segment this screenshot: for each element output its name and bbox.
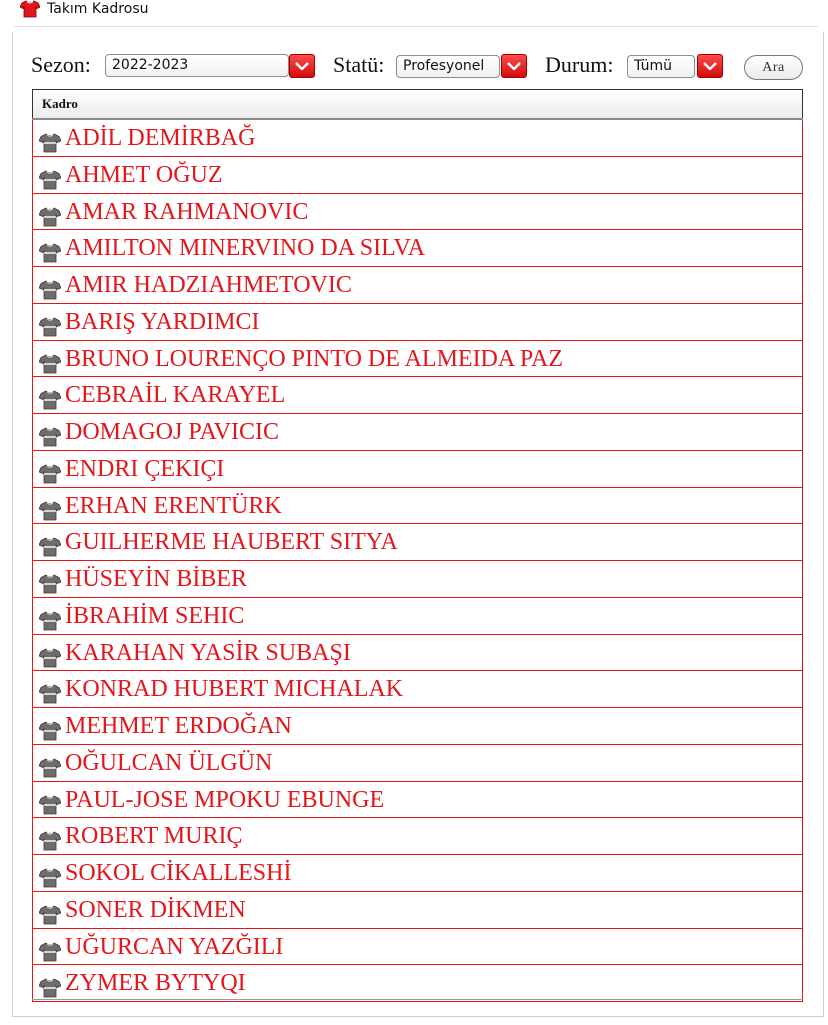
jersey-icon <box>39 317 61 337</box>
player-name-link[interactable]: DOMAGOJ PAVICIC <box>65 419 280 445</box>
player-name-link[interactable]: AMIR HADZIAHMETOVIC <box>65 272 352 298</box>
table-row[interactable] <box>32 745 803 782</box>
jersey-icon <box>39 648 61 668</box>
jersey-icon <box>39 795 61 815</box>
player-name-link[interactable]: İBRAHİM SEHIC <box>65 602 245 629</box>
player-name-link[interactable]: KARAHAN YASİR SUBAŞI <box>65 639 351 666</box>
jersey-icon <box>39 574 61 594</box>
player-name-link[interactable]: SOKOL CİKALLESHİ <box>65 860 292 886</box>
player-name-link[interactable]: SONER DİKMEN <box>65 896 246 923</box>
jersey-icon <box>39 243 61 263</box>
state-label: Durum: <box>545 52 614 77</box>
header-divider <box>14 26 818 27</box>
jersey-icon <box>39 170 61 190</box>
jersey-icon <box>39 501 61 521</box>
jersey-icon <box>39 978 61 998</box>
jersey-icon <box>39 537 61 557</box>
player-name-link[interactable]: HÜSEYİN BİBER <box>65 566 248 592</box>
table-row[interactable] <box>32 157 803 194</box>
table-row[interactable] <box>32 451 803 488</box>
table-row[interactable] <box>32 929 803 966</box>
jersey-icon <box>39 390 61 410</box>
list-bottom-divider <box>32 999 803 1000</box>
season-select[interactable]: 2022-2023 <box>105 54 289 77</box>
player-name-link[interactable]: MEHMET ERDOĞAN <box>65 713 292 739</box>
player-name-link[interactable]: KONRAD HUBERT MICHALAK <box>65 676 404 703</box>
table-row[interactable] <box>32 598 803 635</box>
jersey-icon <box>20 0 40 18</box>
chevron-down-icon <box>295 62 309 70</box>
search-button[interactable]: Ara <box>744 55 803 80</box>
table-row[interactable] <box>32 194 803 231</box>
jersey-icon <box>39 611 61 631</box>
jersey-icon <box>39 280 61 300</box>
table-row[interactable] <box>32 267 803 304</box>
season-dropdown-button[interactable] <box>289 54 315 78</box>
player-name-link[interactable]: ZYMER BYTYQI <box>65 970 246 997</box>
status-dropdown-button[interactable] <box>501 54 527 78</box>
player-name-link[interactable]: ROBERT MURIÇ <box>65 823 243 850</box>
player-name-link[interactable]: ERHAN ERENTÜRK <box>65 492 282 519</box>
state-dropdown-button[interactable] <box>697 54 723 78</box>
jersey-icon <box>39 721 61 741</box>
table-row[interactable] <box>32 377 803 414</box>
player-name-link[interactable]: ADİL DEMİRBAĞ <box>65 125 256 151</box>
table-row[interactable] <box>32 561 803 598</box>
table-row[interactable] <box>32 230 803 267</box>
table-row[interactable] <box>32 671 803 708</box>
jersey-icon <box>39 831 61 851</box>
jersey-icon <box>39 464 61 484</box>
jersey-icon <box>39 684 61 704</box>
jersey-icon <box>39 758 61 778</box>
roster-table-header <box>32 89 803 119</box>
player-name-link[interactable]: CEBRAİL KARAYEL <box>65 382 286 409</box>
table-row[interactable] <box>32 341 803 378</box>
table-row[interactable] <box>32 524 803 561</box>
roster-column-header: Kadro <box>42 96 78 111</box>
player-name-link[interactable]: ENDRI ÇEKIÇI <box>65 455 225 482</box>
jersey-icon <box>39 868 61 888</box>
player-name-link[interactable]: AMAR RAHMANOVIC <box>65 198 309 225</box>
player-name-link[interactable]: OĞULCAN ÜLGÜN <box>65 749 273 776</box>
player-name-link[interactable]: AHMET OĞUZ <box>65 161 223 188</box>
jersey-icon <box>39 427 61 447</box>
jersey-icon <box>39 942 61 962</box>
chevron-down-icon <box>703 62 717 70</box>
roster-list <box>32 120 803 1002</box>
status-select[interactable]: Profesyonel <box>396 55 500 78</box>
player-name-link[interactable]: AMILTON MINERVINO DA SILVA <box>65 235 426 262</box>
table-row[interactable] <box>32 818 803 855</box>
table-row[interactable] <box>32 120 803 157</box>
jersey-icon <box>39 207 61 227</box>
status-label: Statü: <box>333 52 385 77</box>
jersey-icon <box>39 905 61 925</box>
table-row[interactable] <box>32 855 803 892</box>
state-select[interactable]: Tümü <box>627 55 695 78</box>
page-title: Takım Kadrosu <box>47 1 149 17</box>
table-row[interactable] <box>32 782 803 819</box>
chevron-down-icon <box>507 62 521 70</box>
season-label: Sezon: <box>31 52 91 77</box>
table-row[interactable] <box>32 488 803 525</box>
table-row[interactable] <box>32 965 803 1002</box>
player-name-link[interactable]: UĞURCAN YAZĞILI <box>65 933 284 960</box>
table-row[interactable] <box>32 635 803 672</box>
table-row[interactable] <box>32 304 803 341</box>
jersey-icon <box>39 133 61 153</box>
table-row[interactable] <box>32 414 803 451</box>
table-row[interactable] <box>32 708 803 745</box>
player-name-link[interactable]: GUILHERME HAUBERT SITYA <box>65 529 398 556</box>
table-row[interactable] <box>32 892 803 929</box>
page-header <box>0 0 828 30</box>
jersey-icon <box>39 354 61 374</box>
player-name-link[interactable]: PAUL-JOSE MPOKU EBUNGE <box>65 786 385 813</box>
player-name-link[interactable]: BARIŞ YARDIMCI <box>65 308 260 335</box>
player-name-link[interactable]: BRUNO LOURENÇO PINTO DE ALMEIDA PAZ <box>65 345 564 372</box>
